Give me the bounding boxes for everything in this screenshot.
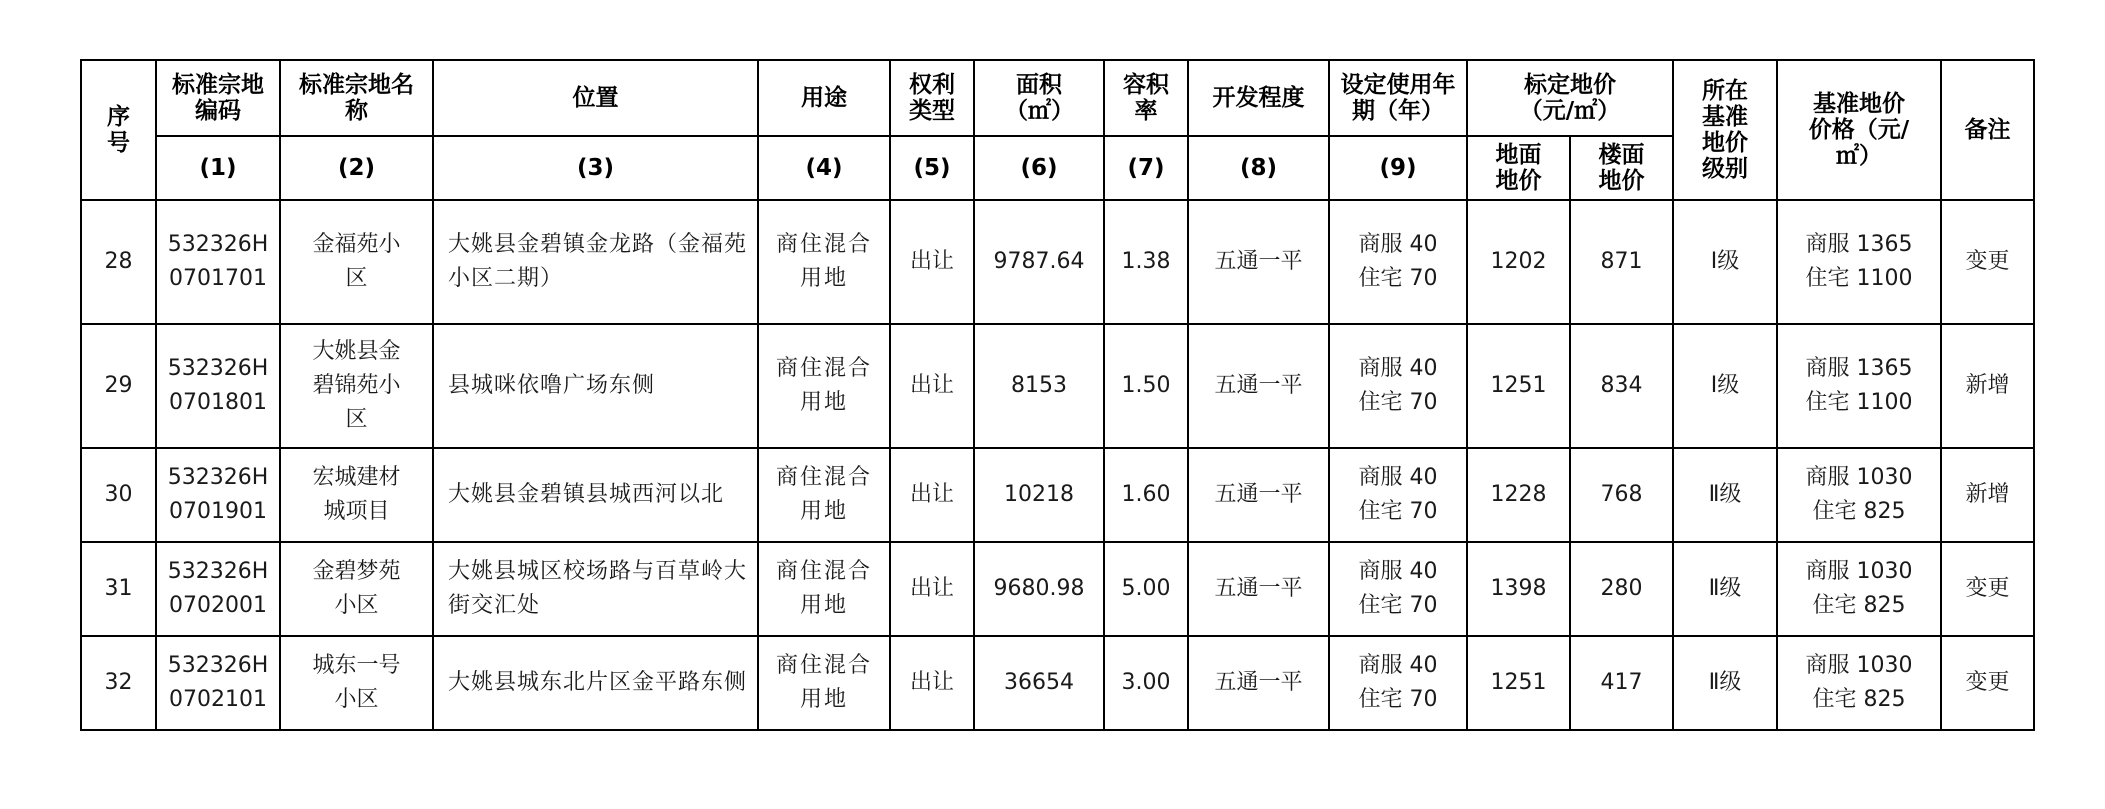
cell-years: [1329, 200, 1467, 324]
cell-remark: 变更: [1941, 542, 2034, 636]
base-residential: 住宅 1100: [1805, 266, 1913, 291]
header-name: 标准宗地名称: [280, 60, 433, 136]
cell-years: [1329, 324, 1467, 448]
cell-name: 大姚县金碧锦苑小区: [280, 324, 433, 448]
base-commercial: 商服 1030: [1805, 465, 1913, 490]
cell-location: 大姚县金碧镇金龙路（金福苑小区二期）: [433, 200, 758, 324]
land-price-table: [80, 59, 2035, 731]
cell-seq: 28: [81, 200, 156, 324]
cell-name: 金碧梦苑小区: [280, 542, 433, 636]
cell-level: Ⅰ级: [1673, 200, 1777, 324]
header-remark: 备注: [1941, 60, 2034, 200]
years-commercial: 商服 40: [1358, 559, 1438, 584]
table-row: [81, 636, 2034, 730]
cell-area: 36654: [974, 636, 1104, 730]
cell-code: 532326H0701901: [156, 448, 280, 542]
header-dev: 开发程度: [1188, 60, 1329, 136]
cell-rights: 出让: [890, 636, 974, 730]
header-price-ground: 地面地价: [1467, 136, 1570, 200]
years-residential: 住宅 70: [1358, 593, 1438, 618]
years-residential: 住宅 70: [1358, 499, 1438, 524]
col-num-6: (6): [974, 136, 1104, 200]
cell-location: 大姚县城区校场路与百草岭大街交汇处: [433, 542, 758, 636]
years-commercial: 商服 40: [1358, 653, 1438, 678]
cell-use: 商住混合用地: [758, 200, 890, 324]
cell-price-floor: 768: [1570, 448, 1673, 542]
header-location: 位置: [433, 60, 758, 136]
cell-dev: 五通一平: [1188, 636, 1329, 730]
cell-price-ground: 1398: [1467, 542, 1570, 636]
years-residential: 住宅 70: [1358, 687, 1438, 712]
years-commercial: 商服 40: [1358, 232, 1438, 257]
base-residential: 住宅 825: [1812, 593, 1906, 618]
cell-name: 金福苑小区: [280, 200, 433, 324]
cell-dev: 五通一平: [1188, 324, 1329, 448]
cell-dev: 五通一平: [1188, 448, 1329, 542]
cell-rights: 出让: [890, 324, 974, 448]
cell-price-ground: 1251: [1467, 636, 1570, 730]
cell-name: 城东一号小区: [280, 636, 433, 730]
cell-price-floor: 417: [1570, 636, 1673, 730]
cell-far: 5.00: [1104, 542, 1188, 636]
col-num-5: (5): [890, 136, 974, 200]
cell-far: 1.38: [1104, 200, 1188, 324]
cell-base-price: [1777, 542, 1941, 636]
header-area: 面积（㎡）: [974, 60, 1104, 136]
cell-price-floor: 280: [1570, 542, 1673, 636]
cell-area: 9680.98: [974, 542, 1104, 636]
header-code: 标准宗地编码: [156, 60, 280, 136]
header-far: 容积率: [1104, 60, 1188, 136]
cell-years: [1329, 448, 1467, 542]
years-commercial: 商服 40: [1358, 465, 1438, 490]
table-row: [81, 448, 2034, 542]
header-price: 标定地价（元/㎡）: [1467, 60, 1673, 136]
years-residential: 住宅 70: [1358, 266, 1438, 291]
col-num-8: (8): [1188, 136, 1329, 200]
col-num-2: (2): [280, 136, 433, 200]
cell-area: 8153: [974, 324, 1104, 448]
header-price-floor: 楼面地价: [1570, 136, 1673, 200]
cell-code: 532326H0702001: [156, 542, 280, 636]
cell-location: 大姚县金碧镇县城西河以北: [433, 448, 758, 542]
base-commercial: 商服 1365: [1805, 356, 1913, 381]
cell-location: 县城咪依噜广场东侧: [433, 324, 758, 448]
cell-use: 商住混合用地: [758, 636, 890, 730]
cell-seq: 31: [81, 542, 156, 636]
cell-use: 商住混合用地: [758, 542, 890, 636]
cell-level: Ⅱ级: [1673, 542, 1777, 636]
header-seq: 序号: [81, 60, 156, 200]
cell-level: Ⅰ级: [1673, 324, 1777, 448]
cell-code: 532326H0701801: [156, 324, 280, 448]
cell-code: 532326H0702101: [156, 636, 280, 730]
cell-years: [1329, 542, 1467, 636]
base-commercial: 商服 1365: [1805, 232, 1913, 257]
col-num-1: (1): [156, 136, 280, 200]
cell-level: Ⅱ级: [1673, 448, 1777, 542]
cell-far: 1.50: [1104, 324, 1188, 448]
cell-remark: 新增: [1941, 324, 2034, 448]
cell-price-floor: 834: [1570, 324, 1673, 448]
cell-dev: 五通一平: [1188, 200, 1329, 324]
cell-base-price: [1777, 448, 1941, 542]
cell-code: 532326H0701701: [156, 200, 280, 324]
header-base-price: 基准地价价格（元/㎡）: [1777, 60, 1941, 200]
years-residential: 住宅 70: [1358, 390, 1438, 415]
header-rights: 权利类型: [890, 60, 974, 136]
header-years: 设定使用年期（年）: [1329, 60, 1467, 136]
table-row: [81, 324, 2034, 448]
years-commercial: 商服 40: [1358, 356, 1438, 381]
header-use: 用途: [758, 60, 890, 136]
cell-use: 商住混合用地: [758, 324, 890, 448]
cell-seq: 32: [81, 636, 156, 730]
col-num-7: (7): [1104, 136, 1188, 200]
table-row: [81, 542, 2034, 636]
cell-seq: 30: [81, 448, 156, 542]
col-num-4: (4): [758, 136, 890, 200]
header-level: 所在基准地价级别: [1673, 60, 1777, 200]
table-row: [81, 200, 2034, 324]
cell-price-ground: 1202: [1467, 200, 1570, 324]
cell-dev: 五通一平: [1188, 542, 1329, 636]
col-num-3: (3): [433, 136, 758, 200]
cell-rights: 出让: [890, 542, 974, 636]
cell-area: 9787.64: [974, 200, 1104, 324]
base-residential: 住宅 1100: [1805, 390, 1913, 415]
cell-base-price: [1777, 200, 1941, 324]
header-row: [81, 60, 2034, 136]
cell-name: 宏城建材城项目: [280, 448, 433, 542]
cell-far: 1.60: [1104, 448, 1188, 542]
cell-rights: 出让: [890, 448, 974, 542]
base-commercial: 商服 1030: [1805, 653, 1913, 678]
cell-use: 商住混合用地: [758, 448, 890, 542]
cell-level: Ⅱ级: [1673, 636, 1777, 730]
cell-rights: 出让: [890, 200, 974, 324]
cell-years: [1329, 636, 1467, 730]
cell-remark: 变更: [1941, 200, 2034, 324]
col-num-9: (9): [1329, 136, 1467, 200]
cell-seq: 29: [81, 324, 156, 448]
cell-location: 大姚县城东北片区金平路东侧: [433, 636, 758, 730]
cell-area: 10218: [974, 448, 1104, 542]
base-commercial: 商服 1030: [1805, 559, 1913, 584]
cell-price-floor: 871: [1570, 200, 1673, 324]
cell-base-price: [1777, 636, 1941, 730]
cell-far: 3.00: [1104, 636, 1188, 730]
cell-price-ground: 1228: [1467, 448, 1570, 542]
base-residential: 住宅 825: [1812, 499, 1906, 524]
cell-price-ground: 1251: [1467, 324, 1570, 448]
base-residential: 住宅 825: [1812, 687, 1906, 712]
cell-base-price: [1777, 324, 1941, 448]
cell-remark: 新增: [1941, 448, 2034, 542]
cell-remark: 变更: [1941, 636, 2034, 730]
